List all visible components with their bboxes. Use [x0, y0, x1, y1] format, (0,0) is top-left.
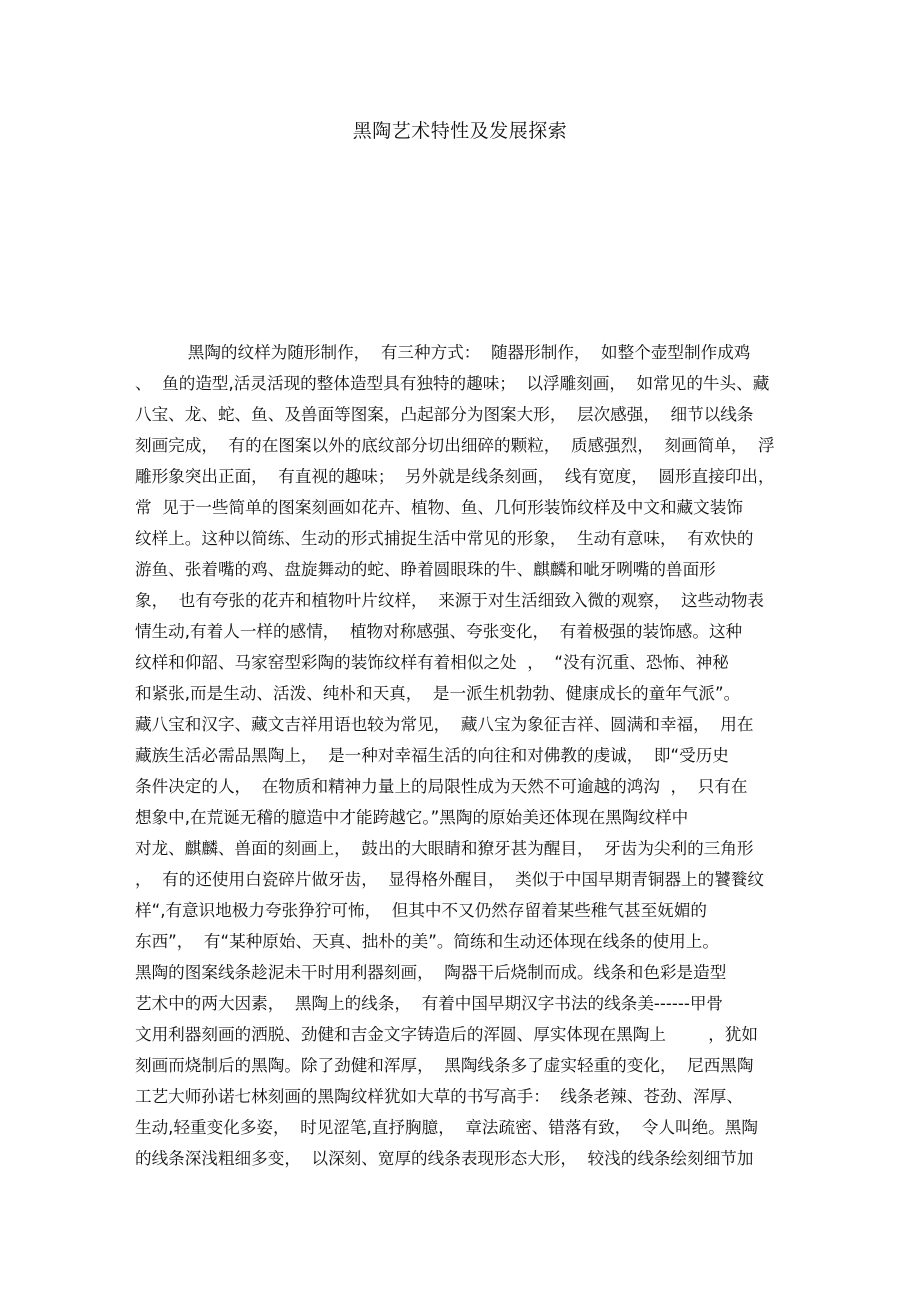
text-line: 对龙、麒麟、兽面的刻画上， 鼓出的大眼睛和獠牙甚为醒目， 牙齿为尖利的三角形 — [135, 839, 754, 858]
text-line: 藏八宝和汉字、藏文吉祥用语也较为常见， 藏八宝为象征吉祥、圆满和幸福， 用在 — [135, 715, 754, 734]
text-line: 常 见于一些简单的图案刻画如花卉、植物、鱼、几何形装饰纹样及中文和藏文装饰 — [135, 498, 743, 517]
text-line: 纹样上。这种以简练、生动的形式捕捉生活中常见的形象， 生动有意味， 有欢快的 — [135, 529, 754, 548]
document-title: 黑陶艺术特性及发展探索 — [352, 120, 568, 142]
text-line: 、 鱼的造型,活灵活现的整体造型具有独特的趣味； 以浮雕刻画， 如常见的牛头、藏 — [135, 374, 770, 393]
text-line: 条件决定的人， 在物质和精神力量上的局限性成为天然不可逾越的鸿沟 ， 只有在 — [135, 777, 748, 796]
text-line: 东西”， 有“某种原始、天真、拙朴的美”。简练和生动还体现在线条的使用上。 — [135, 932, 719, 951]
text-line: 情生动,有着人一样的感情， 植物对称感强、夸张变化， 有着极强的装饰感。这种 — [135, 622, 743, 641]
text-line: 黑陶的纹样为随形制作， 有三种方式： 随器形制作， 如整个壶型制作成鸡 — [135, 343, 751, 362]
text-line: 工艺大师孙诺七林刻画的黑陶纹样犹如大草的书写高手： 线条老辣、苍劲、浑厚、 — [135, 1087, 743, 1106]
text-line: 生动,轻重变化多姿， 时见涩笔,直抒胸臆， 章法疏密、错落有致， 令人叫绝。黑陶 — [135, 1118, 758, 1137]
text-line: 的线条深浅粗细多变， 以深刻、宽厚的线条表现形态大形， 较浅的线条绘刻细节加 — [135, 1149, 754, 1168]
text-line: 艺术中的两大因素， 黑陶上的线条， 有着中国早期汉字书法的线条美------甲骨 — [135, 994, 724, 1013]
body-paragraph — [135, 337, 780, 1174]
text-line: 八宝、龙、蛇、鱼、及兽面等图案，凸起部分为图案大形， 层次感强， 细节以线条 — [135, 405, 754, 424]
text-line: 藏族生活必需品黑陶上， 是一种对幸福生活的向往和对佛教的虔诚， 即“受历史 — [135, 746, 729, 765]
text-line: 雕形象突出正面， 有直视的趣味； 另外就是线条刻画， 线有宽度， 圆形直接印出， — [135, 467, 775, 486]
text-line: 刻画完成， 有的在图案以外的底纹部分切出细碎的颗粒， 质感强烈， 刻画简单， 浮 — [135, 436, 775, 455]
text-line: 游鱼、张着嘴的鸡、盘旋舞动的蛇、睁着圆眼珠的牛、麒麟和呲牙咧嘴的兽面形 — [135, 560, 716, 579]
text-line: 和紧张,而是生动、活泼、纯朴和天真， 是一派生机勃勃、健康成长的童年气派”。 — [135, 684, 741, 703]
text-line: 象， 也有夸张的花卉和植物叶片纹样， 来源于对生活细致入微的观察， 这些动物表 — [135, 591, 765, 610]
text-line: 想象中,在荒诞无稽的臆造中才能跨越它。”黑陶的原始美还体现在黑陶纹样中 — [135, 808, 689, 827]
text-line: 纹样和仰韶、马家窑型彩陶的装饰纹样有着相似之处 ， “没有沉重、恐怖、神秘 — [135, 653, 729, 672]
text-line: 刻画而烧制后的黑陶。除了劲健和浑厚， 黑陶线条多了虚实轻重的变化， 尼西黑陶 — [135, 1056, 754, 1075]
text-line: 样“,有意识地极力夸张狰狞可怖， 但其中不又仍然存留着某些稚气甚至妩媚的 — [135, 901, 708, 920]
text-line: 文用利器刻画的洒脱、劲健和吉金文字铸造后的浑圆、厚实体现在黑陶上 ，犹如 — [135, 1025, 758, 1044]
text-line: ， 有的还使用白瓷碎片做牙齿， 显得格外醒目， 类似于中国早期青铜器上的饕餮纹 — [135, 870, 765, 889]
text-line: 黑陶的图案线条趁泥未干时用利器刻画， 陶器干后烧制而成。线条和色彩是造型 — [135, 963, 727, 982]
